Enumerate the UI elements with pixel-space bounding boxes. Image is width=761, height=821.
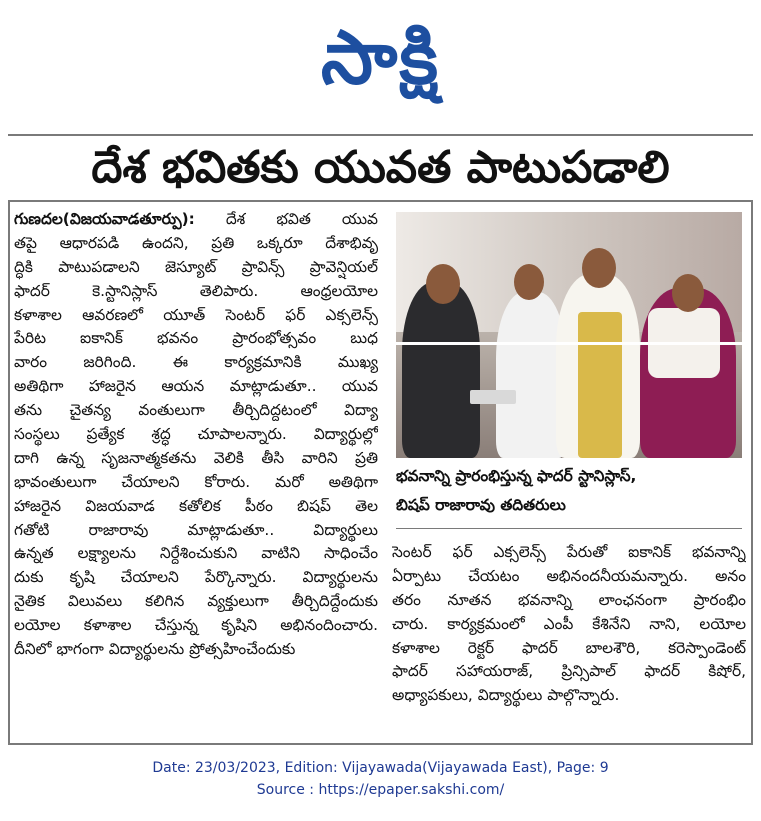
article-line: గతోటి రాజారావు మాట్లాడుతూ.. విద్యార్థులు: [14, 520, 378, 539]
article-left-column: [14, 208, 378, 662]
article-line: ఫాదర్ సహాయరాజ్, ప్రిన్సిపాల్ ఫాదర్ కిషోర్,: [392, 662, 746, 681]
article-line: కళాశాల రెక్టర్ ఫాదర్ బాలశౌరి, కరెస్పాండెంట్: [392, 638, 746, 657]
article-line: లయోల కళాశాల చేస్తున్న కృషిని అభినందించారు.: [14, 616, 378, 635]
caption-line: బిషప్ రాజారావు తదితరులు: [396, 496, 566, 514]
photo-caption: [396, 462, 742, 520]
article-line: కళాశాల ఆవరణలో యూత్ సెంటర్ ఫర్ ఎక్సలెన్స్: [14, 305, 378, 324]
article-line: ఫాదర్ కె.స్టానిస్లాస్ తెలిపారు. ఆంధ్రలయోల: [14, 281, 378, 300]
article-line: వారం జరిగింది. ఈ కార్యక్రమానికి ముఖ్య: [14, 353, 378, 372]
article-line: తను చైతన్య వంతులుగా తీర్చిదిద్దటంలో విద్యా: [14, 401, 378, 420]
article-line: నైతిక విలువలు కలిగిన వ్యక్తులుగా తీర్చిదిద్దేందుకు: [14, 592, 378, 611]
article-line: ఉన్నత లక్ష్యాలను నిర్దేశించుకుని వాటిని సాధించేం: [14, 544, 378, 563]
article-line: భావంతులుగా చేయాలని కోరారు. మరో అతిథిగా: [14, 472, 378, 491]
article-line: చారు. కార్యక్రమంలో ఎంపీ కేశినేని నాని, లయోల: [392, 614, 746, 633]
photo-person-head: [672, 274, 704, 312]
photo-person-head: [426, 264, 460, 304]
article-line: ఏర్పాటు చేయటం అభినందనీయమన్నారు. అనం: [392, 566, 746, 585]
article-line-text: దేశ భవిత యువ: [194, 210, 378, 228]
article-right-column: [392, 541, 746, 708]
photo-person: [402, 282, 480, 458]
article-line: దాగి ఉన్న సృజనాత్మకతను వెలికి తీసి వారిని ప్రతి: [14, 448, 378, 467]
photo-ribbon: [396, 342, 742, 345]
article-line: దుకు కృషి చేయాలని పేర్కొన్నారు. విద్యార్థులను: [14, 568, 378, 587]
footer-source-line: Source : https://epaper.sakshi.com/: [256, 782, 505, 798]
article-line: తరం నూతన భవనాన్ని లాంఛనంగా ప్రారంభిం: [392, 590, 746, 609]
article-headline: దేశ భవితకు యువత పాటుపడాలి: [91, 142, 670, 193]
caption-divider: [396, 528, 742, 529]
article-line: అధ్యాపకులు, విద్యార్థులు పాల్గొన్నారు.: [392, 686, 620, 705]
article-line: అతిథిగా హాజరైన ఆయన మాట్లాడుతూ.. యువ: [14, 377, 378, 396]
article-line: పేరిట ఐకానిక్ భవనం ప్రారంభోత్సవం బుధ: [14, 329, 378, 348]
article-dateline: గుణదల(విజయవాడతూర్పు):: [14, 210, 195, 228]
article-line: ద్ధికి పాటుపడాలని జెస్యూట్ ప్రావిన్స్ ప్రావెన్షియల్: [14, 257, 378, 276]
article-line: తపై ఆధారపడి ఉందని, ప్రతి ఒక్కరూ దేశాభివృ: [14, 233, 378, 252]
article-line: సెంటర్ ఫర్ ఎక్సలెన్స్ పేరుతో ఐకానిక్ భవనాన్ని: [392, 543, 746, 561]
photo-person-head: [514, 264, 544, 300]
article-line: దీనిలో భాగంగా విద్యార్థులను ప్రోత్సహించేందుకు: [14, 640, 296, 659]
article-line: హాజరైన విజయవాడ కతోలిక పీఠం బిషప్ తెల: [14, 496, 378, 515]
photo-tray: [470, 390, 516, 404]
newspaper-logo: సాక్షి: [321, 15, 440, 101]
caption-line: భవనాన్ని ప్రారంభిస్తున్న ఫాదర్ స్టానిస్లాస్,: [396, 467, 637, 485]
article-line: [14, 208, 378, 232]
header-divider: [8, 134, 753, 136]
article-line: సంస్థలు ప్రత్యేక శ్రద్ధ చూపాలన్నారు. విద్యార్థుల్లో: [14, 425, 378, 444]
photo-stole: [578, 312, 622, 458]
footer-date-line: Date: 23/03/2023, Edition: Vijayawada(Vijayawada East), Page: 9: [152, 760, 609, 776]
article-photo: [396, 212, 742, 458]
photo-person-head: [582, 248, 616, 288]
